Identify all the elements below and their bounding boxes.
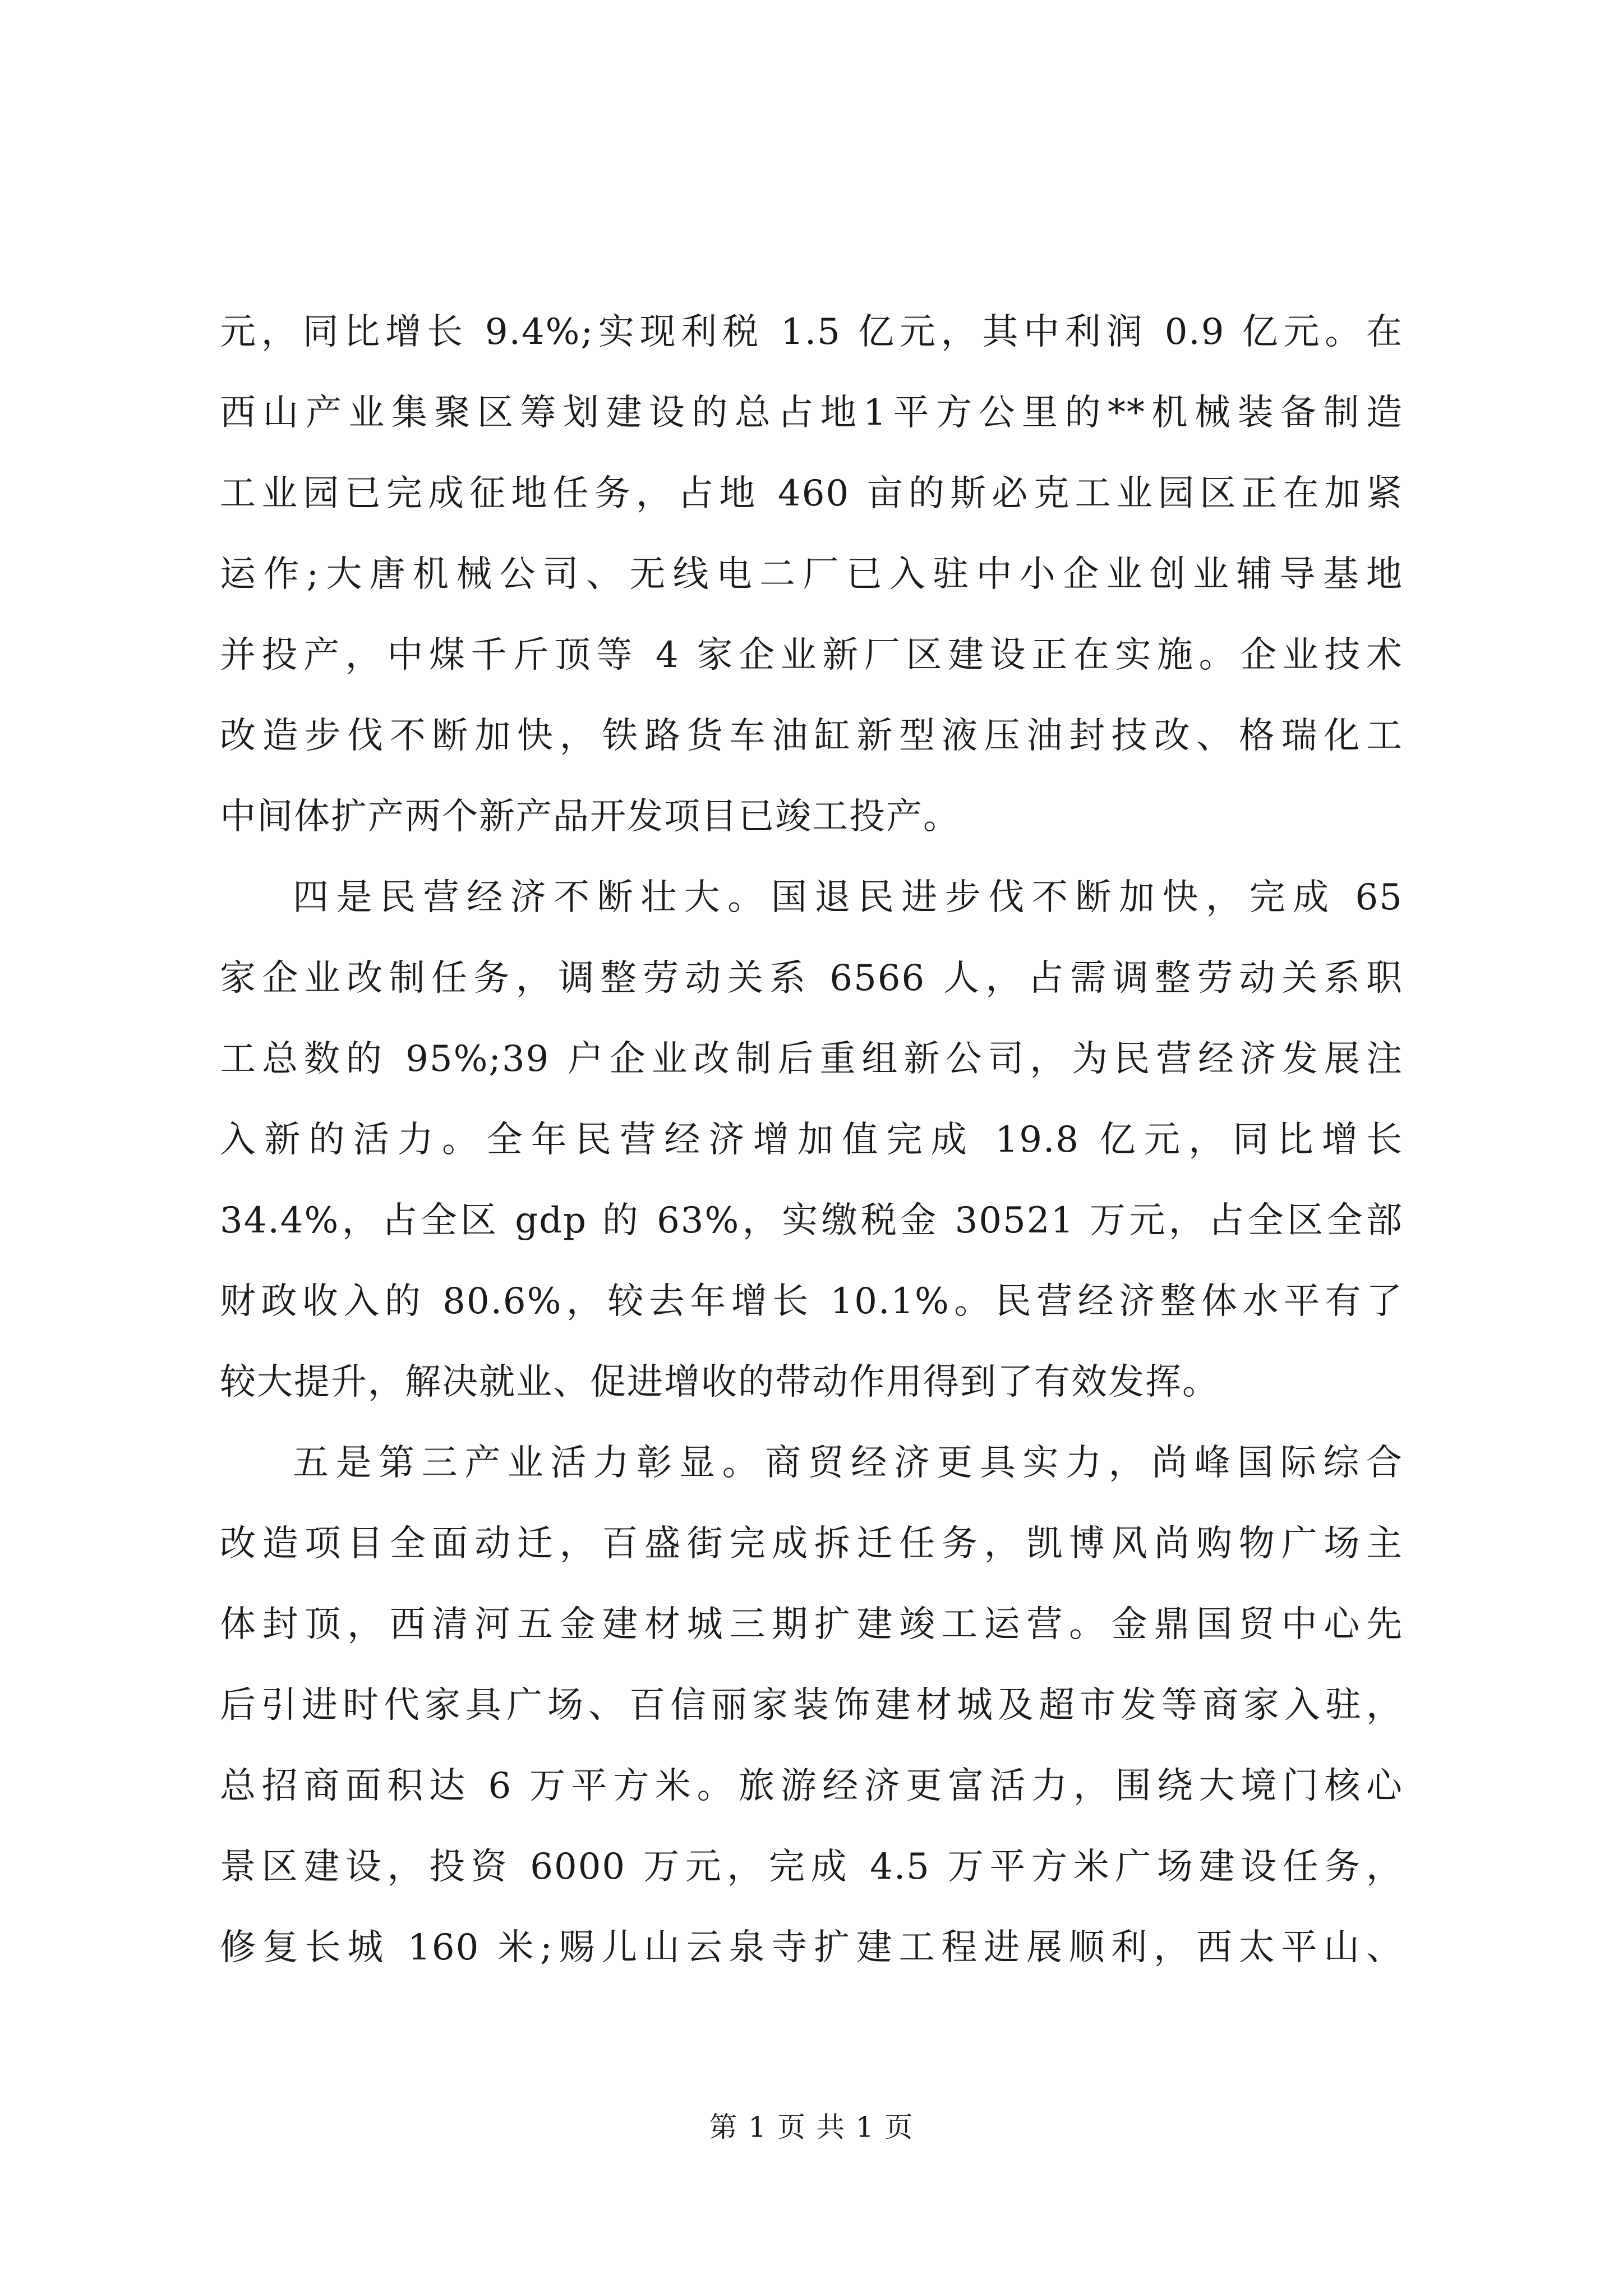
- text-line: 修复长城 160 米;赐儿山云泉寺扩建工程进展顺利，西太平山、: [220, 1927, 1403, 1968]
- text-line: 元，同比增长 9.4%;实现利税 1.5 亿元，其中利润 0.9 亿元。在: [220, 311, 1403, 353]
- text-line: 工总数的 95%;39 户企业改制后重组新公司，为民营经济发展注: [220, 1038, 1403, 1080]
- text-line: 入新的活力。全年民营经济增加值完成 19.8 亿元，同比增长: [220, 1119, 1403, 1161]
- text-line: 工业园已完成征地任务，占地 460 亩的斯必克工业园区正在加紧: [220, 473, 1403, 514]
- paragraph-start-line: 五是第三产业活力彰显。商贸经济更具实力，尚峰国际综合: [293, 1442, 1403, 1484]
- text-line: 中间体扩产两个新产品开发项目已竣工投产。: [220, 796, 960, 838]
- text-line: 总招商面积达 6 万平方米。旅游经济更富活力，围绕大境门核心: [220, 1765, 1403, 1807]
- text-line: 并投产，中煤千斤顶等 4 家企业新厂区建设正在实施。企业技术: [220, 634, 1403, 676]
- text-line: 34.4%，占全区 gdp 的 63%，实缴税金 30521 万元，占全区全部: [220, 1200, 1403, 1241]
- page-number-footer: 第 1 页 共 1 页: [709, 2111, 914, 2143]
- text-line: 改造项目全面动迁，百盛街完成拆迁任务，凯博风尚购物广场主: [220, 1523, 1403, 1565]
- text-line: 家企业改制任务，调整劳动关系 6566 人，占需调整劳动关系职: [220, 958, 1403, 999]
- document-body: [220, 292, 1403, 1988]
- text-line: 改造步伐不断加快，铁路货车油缸新型液压油封技改、格瑞化工: [220, 715, 1403, 757]
- text-line: 后引进时代家具广场、百信丽家装饰建材城及超市发等商家入驻，: [220, 1685, 1403, 1726]
- text-line: 西山产业集聚区筹划建设的总占地1平方公里的**机械装备制造: [220, 392, 1403, 434]
- text-line: 体封顶，西清河五金建材城三期扩建竣工运营。金鼎国贸中心先: [220, 1604, 1403, 1645]
- paragraph-start-line: 四是民营经济不断壮大。国退民进步伐不断加快，完成 65: [293, 877, 1403, 918]
- text-line: 较大提升，解决就业、促进增收的带动作用得到了有效发挥。: [220, 1361, 1219, 1403]
- text-line: 运作;大唐机械公司、无线电二厂已入驻中小企业创业辅导基地: [220, 554, 1403, 595]
- text-line: 景区建设，投资 6000 万元，完成 4.5 万平方米广场建设任务，: [220, 1846, 1403, 1888]
- text-line: 财政收入的 80.6%，较去年增长 10.1%。民营经济整体水平有了: [220, 1281, 1403, 1322]
